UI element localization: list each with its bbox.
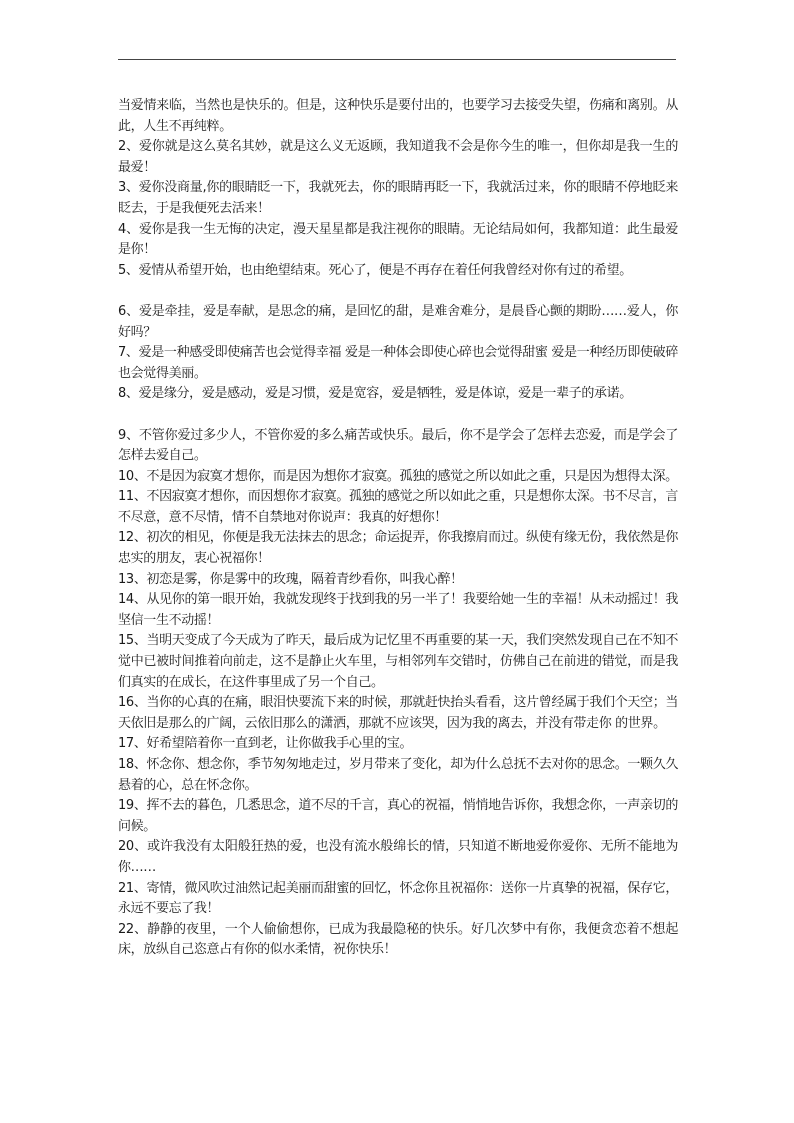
paragraph-18: 18、怀念你、想念你，季节匆匆地走过，岁月带来了变化，却为什么总抚不去对你的思念。一颗久久悬着的心，总在怀念你。 xyxy=(118,757,678,793)
blank-line xyxy=(118,405,678,426)
paragraph-6: 6、爱是牵挂，爱是奉献，是思念的痛，是回忆的甜，是难舍难分，是晨昏心颤的期盼……爱人，你好吗？ xyxy=(118,303,678,340)
paragraph-8: 8、爱是缘分，爱是感动，爱是习惯，爱是宽容，爱是牺牲，爱是体谅，爱是一辈子的承诺。 xyxy=(118,386,632,402)
paragraph-14: 14、从见你的第一眼开始，我就发现终于找到我的另一半了！我要给她一生的幸福！从未动摇过！我坚信一生不动摇！ xyxy=(118,592,678,628)
paragraph-21: 21、寄情，微风吹过油然记起美丽而甜蜜的回忆，怀念你且祝福你：送你一片真挚的祝福，保存它，永远不要忘了我！ xyxy=(118,880,678,917)
paragraph-7: 7、爱是一种感受即使痛苦也会觉得幸福 爱是一种体会即使心碎也会觉得甜蜜 爱是一种经历即使破碎也会觉得美丽。 xyxy=(118,345,678,381)
paragraph-19: 19、挥不去的暮色，几悉思念，道不尽的千言，真心的祝福，悄悄地告诉你，我想念你，一声亲切的问候。 xyxy=(118,798,678,834)
paragraph-4: 4、爱你是我一生无悔的决定，漫天星星都是我注视你的眼睛。无论结局如何，我都知道：此生最爱是你！ xyxy=(118,221,678,258)
paragraph-16: 16、当你的心真的在痛，眼泪快要流下来的时候，那就赶快抬头看看，这片曾经属于我们个天空；当天依旧是那么的广阔，云依旧那么的潇洒，那就不应该哭，因为我的离去，并没有带走你 的世界。 xyxy=(118,695,678,731)
header-rule xyxy=(118,59,676,60)
paragraph-3: 3、爱你没商量,你的眼睛眨一下，我就死去，你的眼睛再眨一下，我就活过来，你的眼睛不停地眨来眨去，于是我便死去活来！ xyxy=(118,180,678,216)
blank-line xyxy=(118,281,678,302)
paragraph-10: 10、不是因为寂寞才想你，而是因为想你才寂寞。孤独的感觉之所以如此之重，只是因为想得太深。 xyxy=(118,468,678,484)
paragraph-9: 9、不管你爱过多少人，不管你爱的多么痛苦或快乐。最后，你不是学会了怎样去恋爱，而是学会了怎样去爱自己。 xyxy=(118,427,678,464)
paragraph-intro: 当爱情来临，当然也是快乐的。但是，这种快乐是要付出的，也要学习去接受失望，伤痛和离别。从此，人生不再纯粹。 xyxy=(118,98,678,134)
paragraph-15: 15、当明天变成了今天成为了昨天，最后成为记忆里不再重要的某一天，我们突然发现自己在不知不觉中已被时间推着向前走，这不是静止火车里，与相邻列车交错时，仿佛自己在前进的错觉，而是我们真实的在成长，在这件事里成了另一个自己。 xyxy=(118,633,678,690)
paragraph-11: 11、不因寂寞才想你，而因想你才寂寞。孤独的感觉之所以如此之重，只是想你太深。书不尽言，言不尽意，意不尽情，情不自禁地对你说声：我真的好想你！ xyxy=(118,489,678,525)
paragraph-12: 12、初次的相见，你便是我无法抹去的思念；命运捉弄，你我擦肩而过。纵使有缘无份，我依然是你忠实的朋友，衷心祝福你！ xyxy=(118,530,678,567)
paragraph-17: 17、好希望陪着你一直到老，让你做我手心里的宝。 xyxy=(118,736,413,752)
paragraph-5: 5、爱情从希望开始，也由绝望结束。死心了，便是不再存在着任何我曾经对你有过的希望。 xyxy=(118,262,632,278)
paragraph-13: 13、初恋是雾，你是雾中的玫瑰，隔着青纱看你，叫我心醉！ xyxy=(118,571,463,587)
paragraph-20: 20、或许我没有太阳般狂热的爱，也没有流水般绵长的情，只知道不断地爱你爱你、无所不能地为你…… xyxy=(118,839,678,875)
paragraph-2: 2、爱你就是这么莫名其妙，就是这么义无返顾，我知道我不会是你今生的唯一，但你却是我一生的最爱！ xyxy=(118,139,678,175)
paragraph-22: 22、静静的夜里，一个人偷偷想你，已成为我最隐秘的快乐。好几次梦中有你，我便贪恋着不想起床，放纵自己恣意占有你的似水柔情，祝你快乐！ xyxy=(118,921,678,958)
document-body xyxy=(118,96,678,961)
